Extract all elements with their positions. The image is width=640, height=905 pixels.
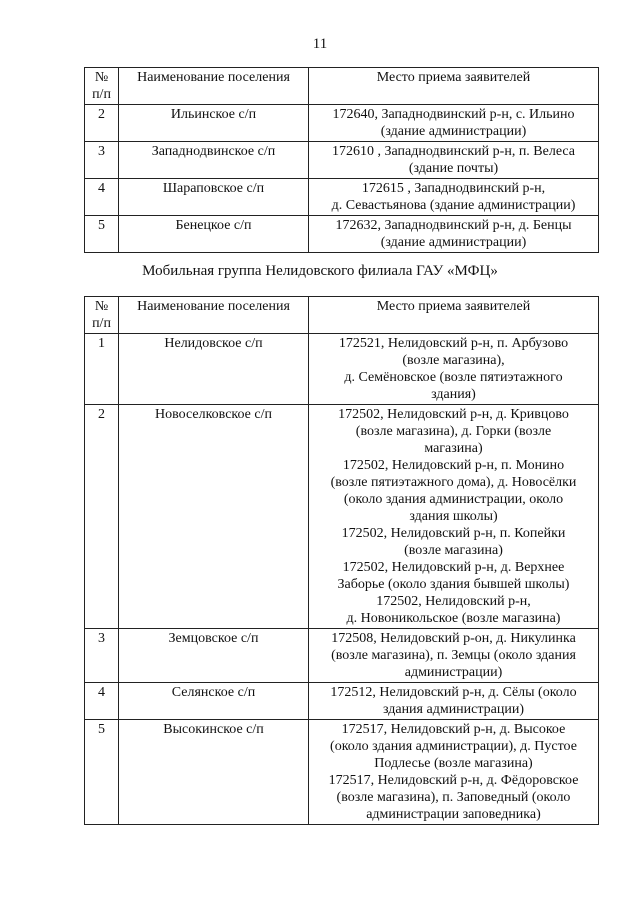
header-number: [85, 297, 119, 334]
row-number: 1: [85, 334, 119, 405]
row-number: 3: [85, 142, 119, 179]
header-number-line-1: №: [94, 70, 109, 85]
reception-place-line: здания школы): [409, 509, 498, 524]
reception-place-line: (возле магазина), д. Горки (возле: [355, 424, 552, 439]
reception-place-line: (возле магазина), п. Земцы (около здания: [331, 648, 576, 663]
reception-place-line: (здание администрации): [380, 124, 527, 139]
reception-place: [309, 720, 599, 825]
reception-place-line: 172502, Нелидовский р-н, п. Монино: [342, 458, 565, 473]
section-caption: Мобильная группа Нелидовского филиала ГАУ «МФЦ»: [142, 263, 498, 279]
settlement-name: Земцовское с/п: [119, 629, 309, 683]
reception-place-line: 172521, Нелидовский р-н, п. Арбузово: [338, 336, 569, 351]
reception-place: [309, 105, 599, 142]
reception-place-line: Подлесье (возле магазина): [374, 756, 533, 771]
header-number-line-2: п/п: [92, 87, 111, 102]
header-place: Место приема заявителей: [309, 297, 599, 334]
settlement-name: Шараповское с/п: [119, 179, 309, 216]
table-row: [85, 179, 599, 216]
reception-place-line: 172502, Нелидовский р-н, д. Верхнее: [342, 560, 565, 575]
reception-place: [309, 216, 599, 253]
reception-place: [309, 629, 599, 683]
settlement-name: Селянское с/п: [119, 683, 309, 720]
row-number: 3: [85, 629, 119, 683]
header-place: Место приема заявителей: [309, 68, 599, 105]
reception-place-line: Заборье (около здания бывшей школы): [337, 577, 570, 592]
reception-place-line: 172632, Западнодвинский р-н, д. Бенцы: [335, 218, 572, 233]
header-number: [85, 68, 119, 105]
reception-place-line: 172508, Нелидовский р-он, д. Никулинка: [331, 631, 576, 646]
reception-place-line: магазина): [424, 441, 483, 456]
table-body: [85, 105, 599, 253]
reception-place-line: здания): [431, 387, 476, 402]
header-settlement: Наименование поселения: [119, 68, 309, 105]
reception-place-line: д. Семёновское (возле пятиэтажного: [344, 370, 563, 385]
reception-place-line: 172517, Нелидовский р-н, д. Фёдоровское: [328, 773, 579, 788]
reception-place-line: (около здания администрации, около: [343, 492, 564, 507]
table-row: [85, 405, 599, 629]
reception-place-line: здания администрации): [382, 702, 525, 717]
settlement-name: Ильинское с/п: [119, 105, 309, 142]
reception-place-line: 172502, Нелидовский р-н, д. Кривцово: [338, 407, 569, 422]
row-number: 2: [85, 105, 119, 142]
row-number: 2: [85, 405, 119, 629]
reception-place-line: 172517, Нелидовский р-н, д. Высокое: [341, 722, 566, 737]
table-row: [85, 216, 599, 253]
reception-place-line: (возле магазина), п. Заповедный (около: [336, 790, 571, 805]
reception-place: [309, 142, 599, 179]
reception-place-line: 172615 , Западнодвинский р-н,: [361, 181, 546, 196]
reception-place-line: (возле магазина),: [402, 353, 505, 368]
table-row: [85, 334, 599, 405]
table-row: [85, 720, 599, 825]
reception-place: [309, 405, 599, 629]
reception-place: [309, 334, 599, 405]
reception-place-line: д. Севастьянова (здание администрации): [331, 198, 576, 213]
settlement-name: Высокинское с/п: [119, 720, 309, 825]
reception-place-line: (здание почты): [408, 161, 499, 176]
header-number-line-1: №: [94, 299, 109, 314]
settlement-name: Нелидовское с/п: [119, 334, 309, 405]
settlements-table-2: [84, 296, 599, 825]
row-number: 5: [85, 216, 119, 253]
settlement-name: Бенецкое с/п: [119, 216, 309, 253]
settlement-name: Новоселковское с/п: [119, 405, 309, 629]
header-number-line-2: п/п: [92, 316, 111, 331]
table-row: [85, 105, 599, 142]
reception-place: [309, 683, 599, 720]
reception-place-line: администрации): [404, 665, 503, 680]
table-body: [85, 334, 599, 825]
table-header-row: [85, 297, 599, 334]
reception-place-line: д. Новоникольское (возле магазина): [346, 611, 561, 626]
table-header-row: [85, 68, 599, 105]
row-number: 4: [85, 179, 119, 216]
table-row: [85, 629, 599, 683]
reception-place-line: 172610 , Западнодвинский р-н, п. Велеса: [331, 144, 576, 159]
reception-place-line: (возле пятиэтажного дома), д. Новосёлки: [330, 475, 577, 490]
reception-place-line: (возле магазина): [404, 543, 503, 558]
reception-place-line: 172502, Нелидовский р-н,: [376, 594, 531, 609]
page-number: 11: [312, 36, 328, 52]
reception-place: [309, 179, 599, 216]
table-row: [85, 683, 599, 720]
settlement-name: Западнодвинское с/п: [119, 142, 309, 179]
reception-place-line: администрации заповедника): [366, 807, 541, 822]
reception-place-line: 172512, Нелидовский р-н, д. Сёлы (около: [330, 685, 577, 700]
reception-place-line: (здание администрации): [380, 235, 527, 250]
reception-place-line: (около здания администрации), д. Пустое: [330, 739, 577, 754]
row-number: 5: [85, 720, 119, 825]
settlements-table-1: [84, 67, 599, 253]
reception-place-line: 172640, Западнодвинский р-н, с. Ильино: [332, 107, 575, 122]
reception-place-line: 172502, Нелидовский р-н, п. Копейки: [341, 526, 566, 541]
header-settlement: Наименование поселения: [119, 297, 309, 334]
row-number: 4: [85, 683, 119, 720]
table-row: [85, 142, 599, 179]
